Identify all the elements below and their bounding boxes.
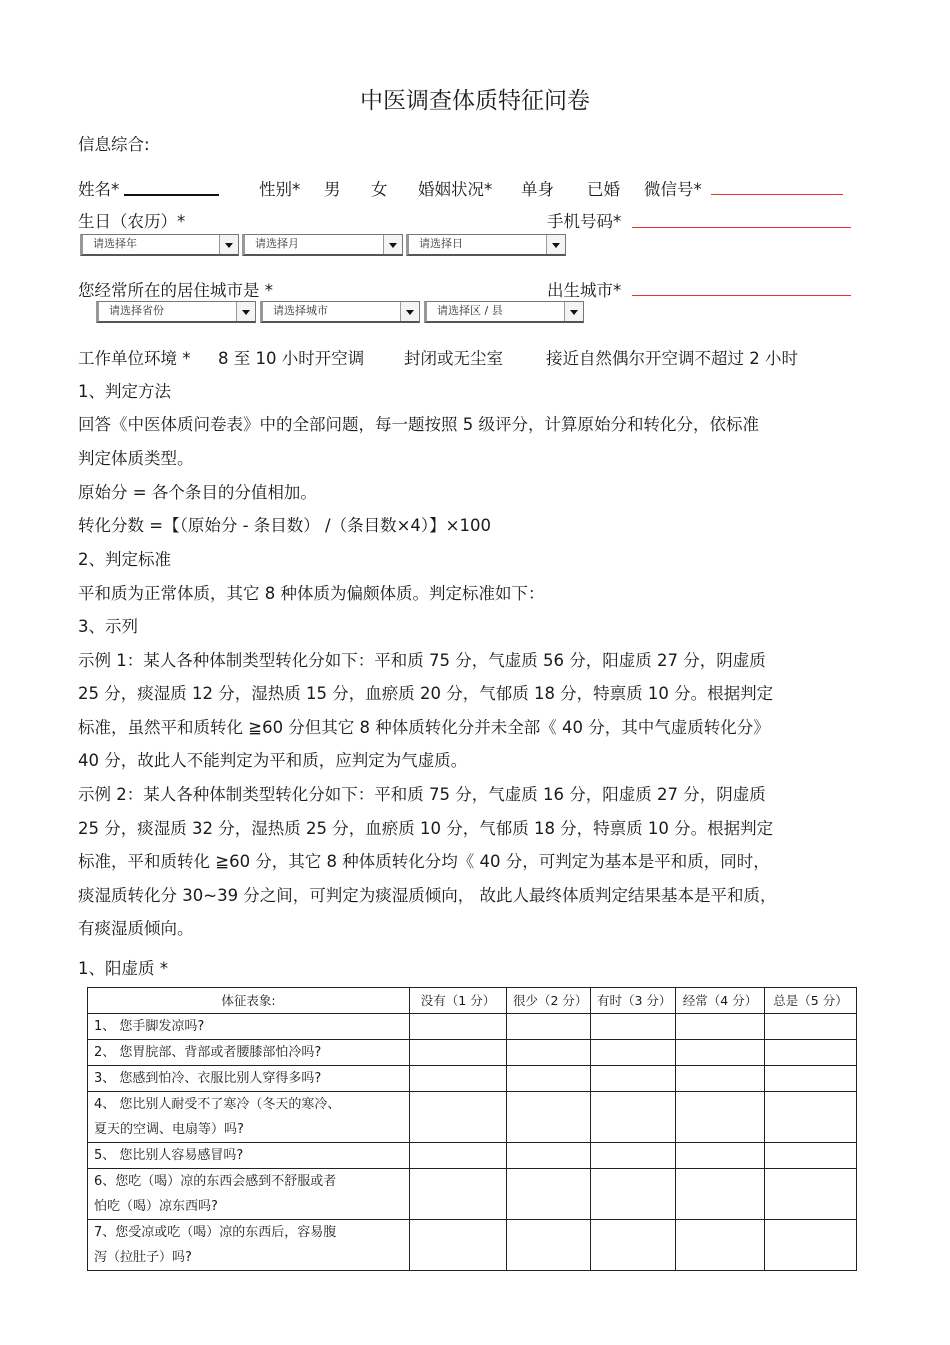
table-row: [88, 1040, 857, 1066]
score-cell-4[interactable]: [676, 1143, 765, 1169]
table-row: [88, 1220, 857, 1271]
score-cell-4[interactable]: [676, 1169, 765, 1220]
district-placeholder: 请选择区 / 县: [437, 304, 503, 317]
chevron-down-icon: [400, 302, 419, 321]
wechat-field[interactable]: [711, 194, 843, 195]
question-text: 1、 您手脚发凉吗?: [94, 1019, 205, 1034]
question-text: 7、您受凉或吃（喝）凉的东西后，容易腹: [94, 1225, 337, 1240]
score-cell-1[interactable]: [410, 1066, 507, 1092]
paragraph-line: 痰湿质转化分 30~39 分之间，可判定为痰湿质倾向， 故此人最终体质判定结果基本是平和质，: [78, 886, 777, 905]
chevron-down-icon: [546, 235, 565, 254]
question-text: 夏天的空调、电扇等）吗?: [94, 1122, 244, 1137]
question-text: 2、 您胃脘部、背部或者腰膝部怕冷吗?: [94, 1045, 322, 1060]
birth-day-select[interactable]: [406, 234, 566, 256]
paragraph-line: 标准，虽然平和质转化 ≧60 分但其它 8 种体质转化分并未全部《 40 分，其中气虚质转化分》: [78, 718, 770, 737]
phone-label: 手机号码*: [547, 212, 622, 231]
birth-year-placeholder: 请选择年: [93, 237, 137, 250]
province-placeholder: 请选择省份: [109, 304, 164, 317]
chevron-down-icon: [383, 235, 402, 254]
work-env-option-natural[interactable]: 接近自然偶尔开空调不超过 2 小时: [546, 349, 798, 368]
paragraph-line: 转化分数 =【（原始分 - 条目数） /（条目数×4）】×100: [78, 516, 491, 535]
score-cell-2[interactable]: [507, 1014, 591, 1040]
question-text: 6、您吃（喝）凉的东西会感到不舒服或者: [94, 1174, 337, 1189]
question-cell: [88, 1169, 410, 1220]
score-cell-2[interactable]: [507, 1143, 591, 1169]
score-cell-5[interactable]: [765, 1169, 857, 1220]
question-cell: [88, 1040, 410, 1066]
score-cell-1[interactable]: [410, 1040, 507, 1066]
score-cell-5[interactable]: [765, 1143, 857, 1169]
paragraph-line: 原始分 = 各个条目的分值相加。: [78, 483, 317, 502]
district-select[interactable]: [424, 301, 584, 323]
gender-label: 性别*: [259, 180, 301, 199]
column-header: 很少（2 分）: [507, 988, 591, 1014]
score-cell-5[interactable]: [765, 1014, 857, 1040]
score-cell-2[interactable]: [507, 1220, 591, 1271]
province-select[interactable]: [96, 301, 256, 323]
score-cell-1[interactable]: [410, 1014, 507, 1040]
phone-field[interactable]: [632, 227, 851, 228]
question-cell: [88, 1220, 410, 1271]
question-text: 3、 您感到怕冷、衣服比别人穿得多吗?: [94, 1071, 322, 1086]
question-cell: [88, 1066, 410, 1092]
page-title: 中医调查体质特征问卷: [360, 88, 590, 114]
marital-option-married[interactable]: 已婚: [587, 180, 620, 199]
score-cell-2[interactable]: [507, 1169, 591, 1220]
score-cell-5[interactable]: [765, 1092, 857, 1143]
score-cell-2[interactable]: [507, 1066, 591, 1092]
name-field[interactable]: [124, 194, 219, 196]
score-cell-5[interactable]: [765, 1220, 857, 1271]
chevron-down-icon: [236, 302, 255, 321]
score-cell-3[interactable]: [591, 1014, 676, 1040]
birth-day-placeholder: 请选择日: [419, 237, 463, 250]
marital-option-single[interactable]: 单身: [521, 180, 554, 199]
score-cell-4[interactable]: [676, 1220, 765, 1271]
score-cell-3[interactable]: [591, 1169, 676, 1220]
paragraph-line: 回答《中医体质问卷表》中的全部问题，每一题按照 5 级评分，计算原始分和转化分，依标准: [78, 415, 759, 434]
paragraph-line: 标准，平和质转化 ≧60 分，其它 8 种体质转化分均《 40 分，可判定为基本是平和质，同时，: [78, 852, 770, 871]
score-cell-2[interactable]: [507, 1092, 591, 1143]
question-cell: [88, 1014, 410, 1040]
score-cell-5[interactable]: [765, 1040, 857, 1066]
paragraph-line: 有痰湿质倾向。: [78, 919, 194, 938]
gender-option-male[interactable]: 男: [324, 180, 341, 199]
birth-city-label: 出生城市*: [547, 281, 622, 300]
column-header: 总是（5 分）: [765, 988, 857, 1014]
birth-year-select[interactable]: [80, 234, 239, 256]
wechat-label: 微信号*: [644, 180, 702, 199]
score-cell-4[interactable]: [676, 1066, 765, 1092]
name-label: 姓名*: [78, 180, 120, 199]
city-placeholder: 请选择城市: [273, 304, 328, 317]
city-select[interactable]: [260, 301, 420, 323]
score-cell-3[interactable]: [591, 1220, 676, 1271]
question-text: 怕吃（喝）凉东西吗?: [94, 1199, 218, 1214]
question-text: 5、 您比别人容易感冒吗?: [94, 1148, 244, 1163]
questionnaire-table: [87, 987, 857, 1271]
score-cell-3[interactable]: [591, 1143, 676, 1169]
table-row: [88, 1014, 857, 1040]
birth-month-select[interactable]: [242, 234, 403, 256]
score-cell-3[interactable]: [591, 1066, 676, 1092]
chevron-down-icon: [564, 302, 583, 321]
score-cell-1[interactable]: [410, 1092, 507, 1143]
birthday-label: 生日（农历）*: [78, 212, 186, 231]
birth-city-field[interactable]: [632, 295, 851, 296]
score-cell-5[interactable]: [765, 1066, 857, 1092]
work-env-label: 工作单位环境 *: [78, 349, 191, 368]
score-cell-2[interactable]: [507, 1040, 591, 1066]
paragraph-line: 示例 2：某人各种体制类型转化分如下：平和质 75 分，气虚质 16 分，阳虚质 27 分，阴虚质: [78, 785, 766, 804]
paragraph-line: 示例 1：某人各种体制类型转化分如下：平和质 75 分，气虚质 56 分，阳虚质 27 分，阴虚质: [78, 651, 766, 670]
info-heading: 信息综合:: [78, 135, 150, 154]
gender-option-female[interactable]: 女: [371, 180, 388, 199]
questionnaire-section-title: 1、阳虚质 *: [78, 959, 168, 978]
score-cell-3[interactable]: [591, 1040, 676, 1066]
score-cell-4[interactable]: [676, 1040, 765, 1066]
table-row: [88, 1066, 857, 1092]
paragraph-line: 40 分，故此人不能判定为平和质，应判定为气虚质。: [78, 751, 468, 770]
table-row: [88, 1143, 857, 1169]
section-heading: 2、判定标准: [78, 550, 171, 569]
column-header: 经常（4 分）: [676, 988, 765, 1014]
question-cell: [88, 1143, 410, 1169]
paragraph-line: 判定体质类型。: [78, 449, 194, 468]
paragraph-line: 25 分，痰湿质 12 分，湿热质 15 分，血瘀质 20 分，气郁质 18 分，特禀质 10 分。根据判定: [78, 684, 774, 703]
section-heading: 1、判定方法: [78, 382, 171, 401]
score-cell-4[interactable]: [676, 1014, 765, 1040]
birth-month-placeholder: 请选择月: [255, 237, 299, 250]
marital-label: 婚姻状况*: [418, 180, 493, 199]
work-env-option-ac[interactable]: 8 至 10 小时开空调: [218, 349, 365, 368]
score-cell-4[interactable]: [676, 1092, 765, 1143]
column-header: 体征表象:: [88, 988, 410, 1014]
question-text: 泻（拉肚子）吗?: [94, 1250, 192, 1265]
question-cell: [88, 1092, 410, 1143]
residence-city-label: 您经常所在的居住城市是 *: [78, 281, 273, 300]
score-cell-3[interactable]: [591, 1092, 676, 1143]
score-cell-1[interactable]: [410, 1169, 507, 1220]
section-heading: 3、示列: [78, 617, 138, 636]
paragraph-line: 25 分，痰湿质 32 分，湿热质 25 分，血瘀质 10 分，气郁质 18 分，特禀质 10 分。根据判定: [78, 819, 774, 838]
chevron-down-icon: [219, 235, 238, 254]
work-env-option-cleanroom[interactable]: 封闭或无尘室: [404, 349, 503, 368]
score-cell-1[interactable]: [410, 1220, 507, 1271]
paragraph-line: 平和质为正常体质，其它 8 种体质为偏颇体质。判定标准如下：: [78, 584, 545, 603]
column-header: 有时（3 分）: [591, 988, 676, 1014]
table-row: [88, 1092, 857, 1143]
table-header-row: [88, 988, 857, 1014]
question-text: 4、 您比别人耐受不了寒冷（冬天的寒冷、: [94, 1097, 341, 1112]
score-cell-1[interactable]: [410, 1143, 507, 1169]
column-header: 没有（1 分）: [410, 988, 507, 1014]
table-row: [88, 1169, 857, 1220]
